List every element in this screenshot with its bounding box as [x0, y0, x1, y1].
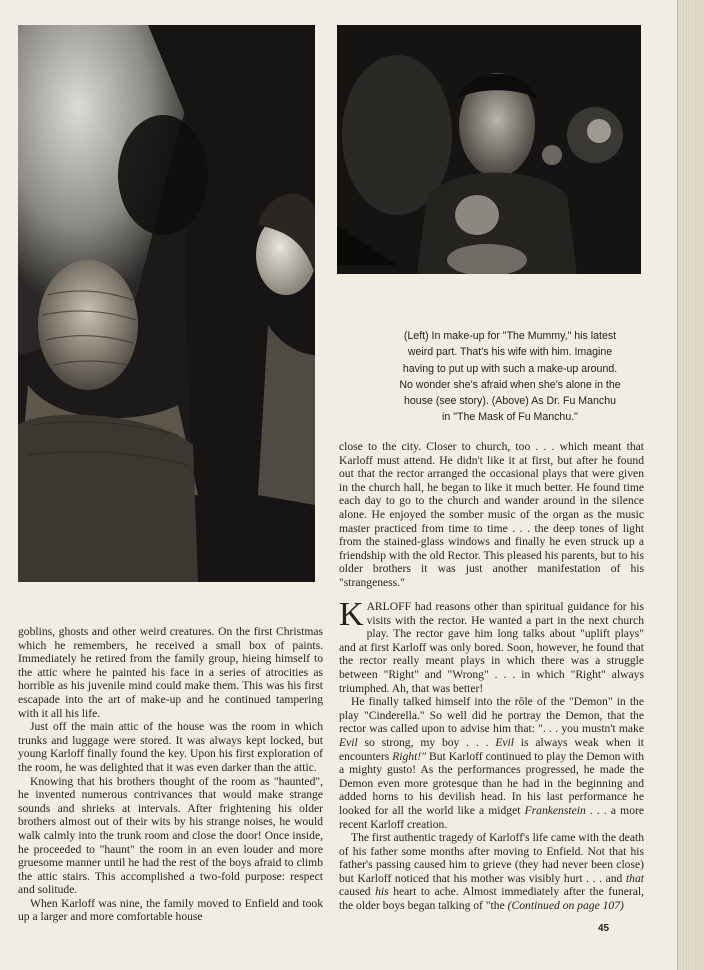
- text-run: so strong, my boy . . .: [357, 735, 496, 749]
- italic-run: Right!": [392, 749, 427, 763]
- caption-line: weird part. That's his wife with him. Imagine: [407, 346, 613, 359]
- text-run: heart to ache. Almost immediately after the funeral, the older boys began talking of "the: [339, 885, 644, 913]
- caption-line: having to put up with such a make-up around.: [402, 362, 618, 375]
- photo-caption: [390, 328, 630, 426]
- paragraph: [339, 596, 644, 695]
- caption-line: (Left) In make-up for "The Mummy," his latest: [403, 330, 617, 342]
- photo-mummy: [18, 25, 315, 582]
- text-run: is always weak when it encounters: [339, 735, 645, 763]
- continued-link: (Continued on page 107): [507, 899, 624, 913]
- text-run: The first authentic tragedy of Karloff's life came with the death of his father some months after moving to Enfield. Not that his father's passing caused him to grieve (they had never been close) but Karloff noticed that his mother was visibly hurt . . . and: [339, 831, 644, 885]
- paragraph: When Karloff was nine, the family moved to Enfield and took up a larger and more comfortable house: [18, 896, 323, 924]
- italic-run: his: [375, 885, 389, 899]
- article-column-left: [18, 625, 323, 924]
- text-run: caused: [339, 885, 376, 899]
- paragraph: Knowing that his brothers thought of the room as "haunted", he invented numerous contrivances that would make strange sounds and shrieks at intervals. After frightening his older brothers almost out of their wits by his strange noises, he would walk calmly into the trunk room and close the door! Once inside, he proceeded to "haunt" the room in an even louder and more gruesome manner until he had the rest of the boys afraid to climb the attic stairs. This accomplished a two-fold purpose: respect and solitude.: [18, 774, 323, 897]
- caption-line: in "The Mask of Fu Manchu.": [442, 411, 578, 424]
- article-column-right-top: [339, 440, 644, 590]
- paragraph: Just off the main attic of the house was the room in which trunks and luggage were stored. It was always kept locked, but young Karloff finally found the key. Upon his first exploration of the room, he was delighted that it was even darker than the attic.: [18, 720, 323, 774]
- paragraph: [339, 831, 644, 913]
- italic-run: Evil: [339, 735, 358, 749]
- italic-run: that: [625, 871, 644, 885]
- italic-run: Evil: [495, 735, 514, 749]
- text-run: . . . a more recent Karloff creation.: [339, 803, 645, 831]
- paragraph: close to the city. Closer to church, too . . . which meant that Karloff must attend. He didn't like it at first, but after he found out that the rector arranged the occasional plays that were given in the church hall, he began to like it much better. He found time each day to go to the church and wander around in the silence alone. He enjoyed the somber music of the organ as the music master practiced from time to time . . . the deep tones of light from the stained-glass windows and finally he even struck up a friendship with the old Rector. This pleased his parents, but to his older brothers it was just another manifestation of his "strangeness.": [339, 440, 644, 589]
- photo-fu-manchu: [337, 25, 641, 274]
- lead-word: ARLOFF: [366, 600, 412, 613]
- text-run: He finally talked himself into the rôle of the "Demon" in the play "Cinderella." So well did he portray the Demon, that the rector was called upon to advise him that: ". . . you mustn't make: [339, 695, 644, 736]
- drop-cap: K: [339, 596, 364, 633]
- caption-line: house (see story). (Above) As Dr. Fu Manchu: [404, 395, 616, 408]
- italic-run: Frankenstein: [524, 803, 586, 817]
- paragraph: [339, 695, 644, 831]
- caption-line: No wonder she's afraid when she's alone in the: [399, 378, 621, 391]
- page-edge: [677, 0, 704, 970]
- text-run: had reasons other than spiritual guidance for his visits with the rector. He wanted a part in the next church play. The rector gave him long talks about "uplift plays" and at first Karloff was only bored. Soon, however, he found that the rector really meant plays in which there was a struggle between "Right" and "Wrong" . . . in which "Right" always triumphed. Ah, that was better!: [339, 600, 644, 695]
- page-number: 45: [598, 923, 610, 934]
- paragraph: goblins, ghosts and other weird creatures. On the first Christmas which he remembers, he received a small box of paints. Immediately he retired from the family group, hieing himself to the attic where he painted his face in a series of atrocities as horrible as his juvenile mind could make them. This was his first escapade into the art of make-up and he continued tampering with it all his life.: [18, 625, 323, 720]
- article-column-right-bottom: [339, 596, 645, 913]
- text-run: But Karloff continued to play the Demon with a mighty gusto! As the performances progressed, he made the Demon even more grotesque than he had in the beginning and added horns to his devilish head. In his last performance he looked for all the world like a midget: [339, 749, 644, 817]
